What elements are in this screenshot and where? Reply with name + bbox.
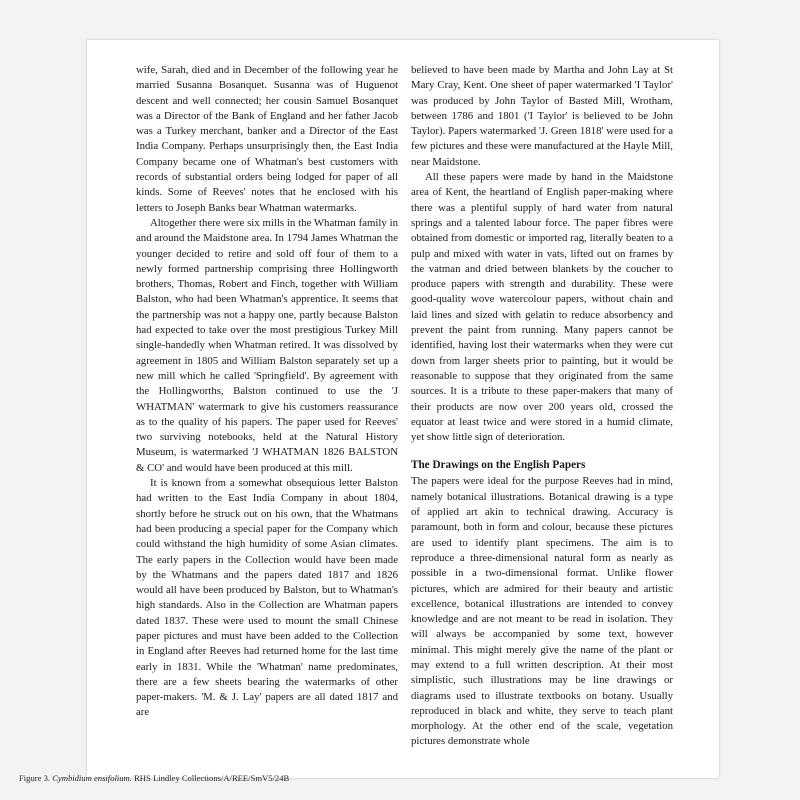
right-column	[411, 63, 673, 750]
caption-reference: RHS Lindley Collections/A/REE/SmV5/24B	[134, 773, 290, 783]
caption-prefix: Figure 3.	[19, 773, 51, 783]
caption-species: Cymbidium ensifolium.	[52, 773, 132, 783]
document-page	[87, 40, 719, 778]
left-column	[136, 63, 398, 721]
body-paragraph: wife, Sarah, died and in December of the following year he married Susanna Bosanquet. Susanna was of Huguenot descent and well connected; her cousin Samuel Bosanquet was a Director of the Bank of England and her father Jacob was a Turkey merchant, banker and a Director of the East India Company. Perhaps unsurprisingly then, the East India Company became one of Whatman's best customers with records of substantial orders being lodged for paper of all kinds. Some of Reeves' notes that he enclosed with his letters to Joseph Banks bear Whatman watermarks.	[136, 64, 398, 214]
body-paragraph: All these papers were made by hand in the Maidstone area of Kent, the heartland of English paper-making where there was a plentiful supply of hard water from natural springs and a talented labour force. The paper fibres were obtained from domestic or imported rag, literally beaten to a pulp and mixed with water in vats, lifted out on frames by the vatman and dried between blankets by the coucher to produce papers with strength and durability. These were good-quality wove watercolour papers, without chain and laid lines and sized with gelatin to reduce absorbency and prevent the paint from running. Many papers cannot be identified, having lost their watermarks when they were cut down from larger sheets prior to painting, but it would be reasonable to suppose that they originated from the same sources. It is a tribute to these paper-makers that many of their products are now over 200 years old, crossed the equator at least twice and were stored in a humid climate, yet show little sign of deterioration.	[411, 171, 673, 444]
body-paragraph: It is known from a somewhat obsequious letter Balston had written to the East India Company in about 1804, shortly before he struck out on his own, that the Whatmans had been producing a special paper for the Company which could withstand the high humidity of some Asian climates. The early papers in the Collection would have been made by the Whatmans and the papers dated 1817 and 1826 would all have been produced by Balston, but to Whatman's high standards. Also in the Collection are Whatman papers dated 1837. These were used to mount the small Chinese paper pictures and must have been added to the Collection in England after Reeves had returned home for the last time early in 1831. While the 'Whatman' name predominates, there are a few sheets bearing the watermarks of other paper-makers. 'M. & J. Lay' papers are all dated 1817 and are	[136, 477, 398, 719]
body-paragraph: believed to have been made by Martha and John Lay at St Mary Cray, Kent. One sheet of paper watermarked 'I Taylor' was produced by John Taylor of Basted Mill, Wrotham, between 1786 and 1801 ('I Taylor' is believed to be John Taylor). Papers watermarked 'J. Green 1818' were used for a few pictures and these were manufactured at the Hayle Mill, near Maidstone.	[411, 64, 673, 168]
body-paragraph: The papers were ideal for the purpose Reeves had in mind, namely botanical illustrations. Botanical drawing is a type of applied art akin to technical drawing. Accuracy is paramount, both in form and colour, because these pictures are used to identify plant specimens. The aim is to reproduce a three-dimensional natural form as nearly as possible in a two-dimensional format. Unlike flower pictures, which are admired for their beauty and artistic excellence, botanical illustrations are intended to convey knowledge and are not meant to be read in isolation. They will always be accompanied by some text, however minimal. This might merely give the name of the plant or may extend to a full written description. At their most simplistic, such illustrations may be line drawings or diagrams used to illustrate textbooks on botany. Usually reproduced in black and white, they serve to teach plant morphology. At the other end of the scale, vegetation pictures demonstrate whole	[411, 475, 673, 748]
figure-caption	[19, 773, 579, 783]
body-paragraph: Altogether there were six mills in the Whatman family in and around the Maidstone area. In 1794 James Whatman the younger decided to retire and sold off four of them to a newly formed partnership comprising three Hollingworth brothers, Thomas, Robert and Finch, together with William Balston, who had been Whatman's apprentice. It seems that the partnership was not a happy one, partly because Balston had expected to take over the most prestigious Turkey Mill single-handedly when Whatman retired. It was dissolved by agreement in 1805 and William Balston separately set up a new mill which he called 'Springfield'. By agreement with the Hollingworths, Balston continued to use the 'J WHATMAN' watermark to give his customers reassurance as to the quality of his papers. The paper used for Reeves' two surviving notebooks, held at the Natural History Museum, is watermarked 'J WHATMAN 1826 BALSTON & CO' and would have been produced at this mill.	[136, 216, 398, 474]
section-heading: The Drawings on the English Papers	[411, 459, 586, 472]
